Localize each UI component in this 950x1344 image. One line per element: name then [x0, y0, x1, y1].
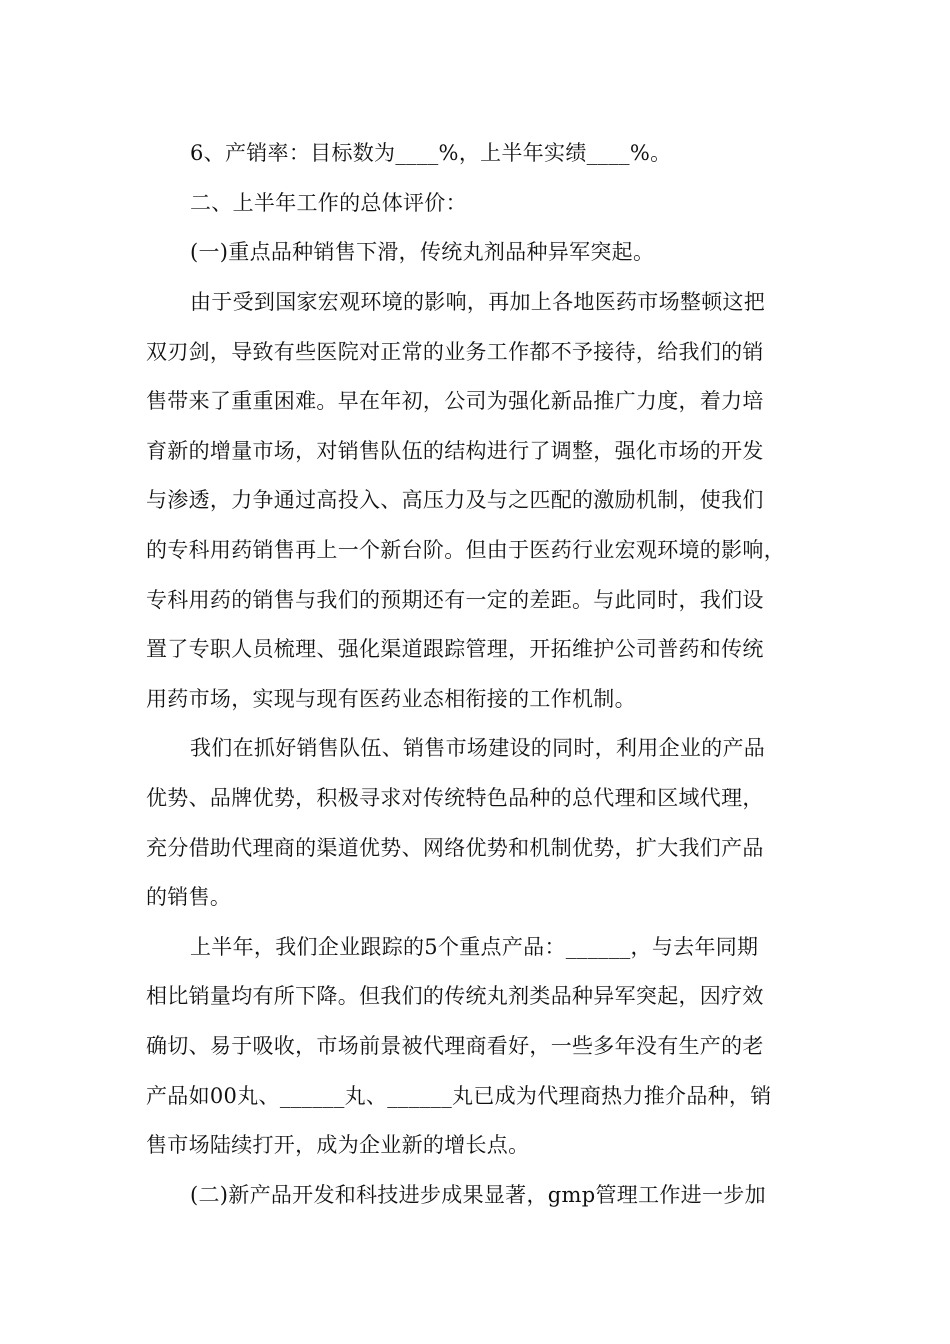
paragraph-line: 6、产销率：目标数为____%，上半年实绩____%。 — [190, 141, 672, 165]
paragraph-line: 用药市场，实现与现有医药业态相衔接的工作机制。 — [146, 687, 636, 711]
paragraph-line: 售市场陆续打开，成为企业新的增长点。 — [146, 1133, 530, 1157]
paragraph-line: 优势、品牌优势，积极寻求对传统特色品种的总代理和区域代理， — [146, 786, 764, 810]
paragraph-line: 我们在抓好销售队伍、销售市场建设的同时，利用企业的产品 — [190, 736, 766, 760]
paragraph-line: 产品如00丸、______丸、______丸已成为代理商热力推介品种，销 — [146, 1084, 772, 1108]
paragraph-line: 与渗透，力争通过高投入、高压力及与之匹配的激励机制，使我们 — [146, 488, 764, 512]
paragraph-line: 由于受到国家宏观环境的影响，再加上各地医药市场整顿这把 — [190, 290, 766, 314]
paragraph-line: 上半年，我们企业跟踪的5个重点产品：______，与去年同期 — [190, 935, 759, 959]
paragraph-line: 售带来了重重困难。早在年初，公司为强化新品推广力度，着力培 — [146, 389, 764, 413]
paragraph-line: 相比销量均有所下降。但我们的传统丸剂类品种异军突起，因疗效 — [146, 984, 764, 1008]
paragraph-line: 的销售。 — [146, 885, 232, 909]
paragraph-line: 的专科用药销售再上一个新台阶。但由于医药行业宏观环境的影响， — [146, 538, 785, 562]
paragraph-line: 确切、易于吸收，市场前景被代理商看好，一些多年没有生产的老 — [146, 1034, 764, 1058]
subsection-heading: (二)新产品开发和科技进步成果显著，gmp管理工作进一步加 — [190, 1183, 766, 1207]
paragraph-line: 双刃剑，导致有些医院对正常的业务工作都不予接待，给我们的销 — [146, 340, 764, 364]
paragraph-line: 置了专职人员梳理、强化渠道跟踪管理，开拓维护公司普药和传统 — [146, 637, 764, 661]
paragraph-line: 专科用药的销售与我们的预期还有一定的差距。与此同时，我们设 — [146, 588, 764, 612]
subsection-heading: (一)重点品种销售下滑，传统丸剂品种异军突起。 — [190, 240, 655, 264]
paragraph-line: 育新的增量市场，对销售队伍的结构进行了调整，强化市场的开发 — [146, 439, 764, 463]
paragraph-line: 充分借助代理商的渠道优势、网络优势和机制优势，扩大我们产品 — [146, 836, 764, 860]
section-heading: 二、上半年工作的总体评价： — [190, 191, 467, 215]
